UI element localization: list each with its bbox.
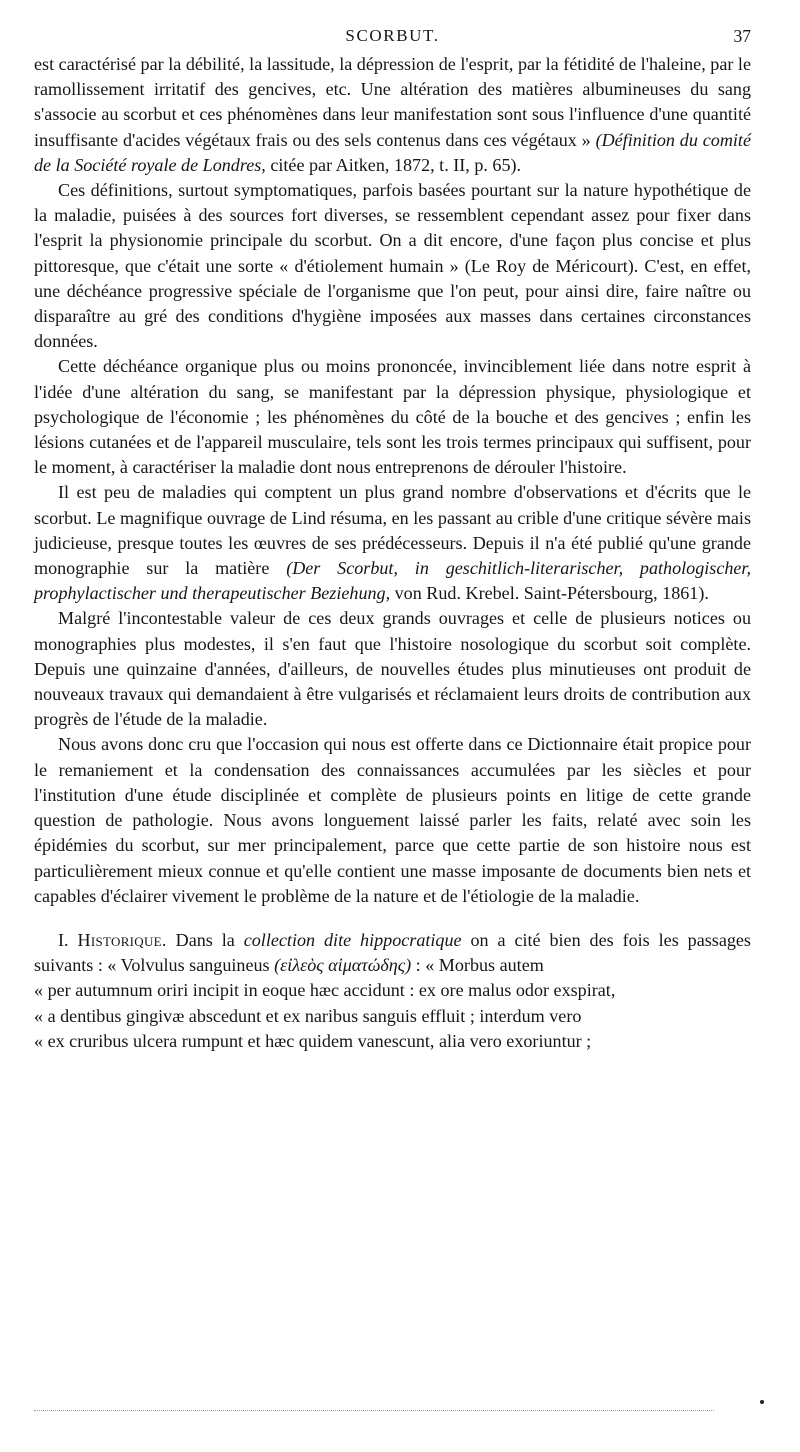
quote-line-3: « ex cruribus ulcera rumpunt et hæc quidem vanescunt, alia vero exoriuntur ; [34,1030,592,1051]
section-italic-collection: collection dite hippocratique [243,929,462,950]
paragraph-1-text-end: citée par Aitken, 1872, t. II, p. 65). [265,154,522,175]
paragraph-4-book-title: (Der Scorbut, in geschitlich-literarischer, pathologischer, prophylactischer und therapeutischer Beziehung, [34,558,751,604]
paragraph-1-citation: (Définition du comité de la Société royale de Londres, [34,129,751,175]
paragraph-4 [34,480,751,606]
paragraph-1-text: est caractérisé par la débilité, la lassitude, la dépression de l'esprit, par la fétidité de l'haleine, par le ramollissement irritatif des gencives, etc. Une altération des matières albumineuses du sang s'associe au scorbut et ces phénomènes dans leur manifestation sont sous l'influence d'une quantité insuffisante d'acides végétaux frais ou des sels contenus dans ces végétaux » [34,54,751,150]
running-title: SCORBUT. [345,26,440,45]
section-heading: Historique. [77,929,167,950]
section-text-3: : « Morbus autem [411,955,544,976]
document-page [34,26,751,1054]
paragraph-4-text: Il est peu de maladies qui comptent un plus grand nombre d'observations et d'écrits que le scorbut. Le magnifique ouvrage de Lind résuma, en les passant au crible d'une critique sévère mais judicieuse, presque toutes les œuvres de ses prédécesseurs. Depuis il n'a été publié qu'une grande monographie sur la matière [34,482,751,579]
paragraph-3: Cette déchéance organique plus ou moins prononcée, invinciblement liée dans notre esprit à l'idée d'une altération du sang, se manifestant par la dépression physique, physiologique et psychologique de l'économie ; les phénomènes du côté de la bouche et des gencives ; enfin les lésions cutanées et de l'appareil musculaire, tels sont les trois termes principaux qui suffisent, pour le moment, à caractériser la maladie dont nous entreprenons de dérouler l'histoire. [34,356,751,478]
paragraph-1 [34,52,751,178]
paragraph-5: Malgré l'incontestable valeur de ces deux grands ouvrages et celle de plusieurs notices ou monographies plus modestes, il s'en faut que l'histoire nosologique du scorbut soit complète. Depuis une quinzaine d'années, d'ailleurs, de nouvelles études plus minutieuses ont produit de nouveaux travaux qui demandaient à être vulgarisés et réclamaient leurs droits de contribution aux progrès de l'étude de la maladie. [34,608,751,730]
quote-line-1: « per autumnum oriri incipit in eoque hæc accidunt : ex ore malus odor exspirat, [34,980,616,1001]
section-text: Dans la [166,929,244,950]
footer-dotted-rule [34,1410,714,1411]
greek-term: (εἰλεὸς αἱματώδης) [274,955,412,976]
section-number: I. [58,929,78,950]
running-head [34,26,751,52]
ink-speck [760,1400,764,1404]
section-text-2: on a cité bien des fois les passages suivants : « Volvulus sanguineus [34,929,751,976]
paragraph-2: Ces définitions, surtout symptomatiques, parfois basées pourtant sur la nature hypothétique de la maladie, puisées à des sources fort diverses, se ressemblent cependant assez pour fixer dans l'esprit la physionomie principale du scorbut. On a dit encore, d'une façon plus concise et plus pittoresque, que c'était une sorte « d'étiolement humain » (Le Roy de Méricourt). C'est, en effet, une déchéance progressive spéciale de l'organisme que l'on peut, pour ainsi dire, faire naître ou disparaître au gré des conditions d'hygiène imposées aux masses dans certaines circonstances données. [34,180,751,352]
page-number: 37 [733,26,751,46]
paragraph-6: Nous avons donc cru que l'occasion qui nous est offerte dans ce Dictionnaire était propice pour le remaniement et la condensation des connaissances accumulées par les siècles et pour l'institution d'une étude disciplinée et complète de plusieurs points en litige de cette grande question de pathologie. Nous avons longuement laissé parler les faits, relaté avec soin les épidémies du scorbut, sur mer principalement, parce que cette partie de son histoire nous est particulièrement mieux connue et qu'elle contient une masse imposante de documents bien nets et capables d'éclairer vivement le problème de la nature et de l'étiologie de la maladie. [34,734,751,906]
paragraph-4-text-end: von Rud. Krebel. Saint-Pétersbourg, 1861). [390,583,709,604]
quote-line-2: « a dentibus gingivæ abscedunt et ex naribus sanguis effluit ; interdum vero [34,1005,582,1026]
section-historique [34,928,751,978]
